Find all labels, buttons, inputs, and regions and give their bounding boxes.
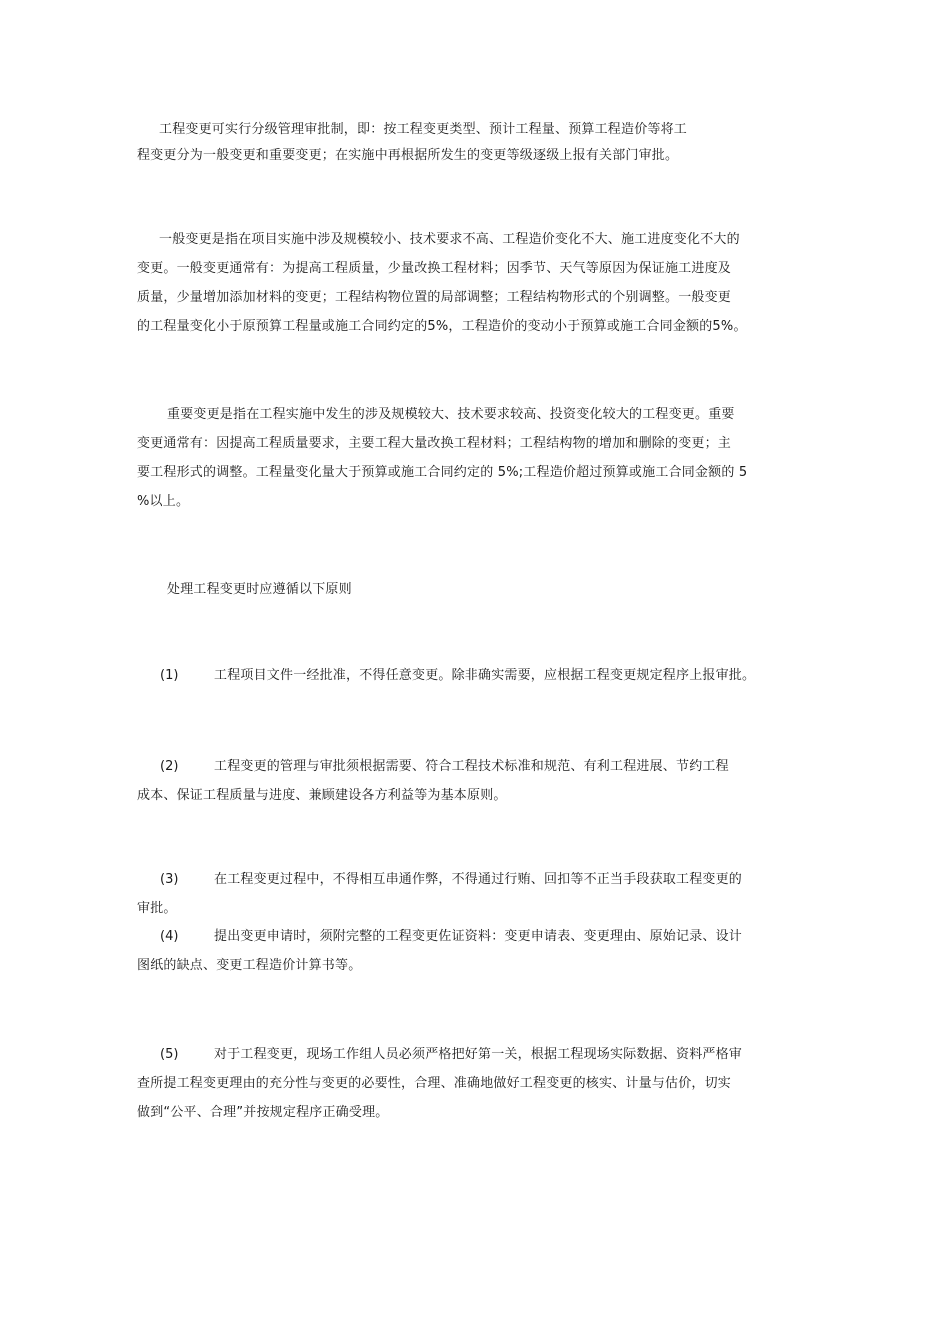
list-item-2-line-2: 成本、保证工程质量与进度、兼顾建设各方利益等为基本原则。 (137, 788, 507, 803)
paragraph-1-line-1: 工程变更可实行分级管理审批制，即：按工程变更类型、预计工程量、预算工程造价等将工 (159, 122, 688, 137)
section-heading: 处理工程变更时应遵循以下原则 (167, 582, 352, 597)
list-item-3-line-2: 审批。 (137, 901, 177, 916)
list-item-number: (4) (160, 929, 179, 944)
list-item-5-line-3: 做到“公平、合理”并按规定程序正确受理。 (137, 1105, 389, 1120)
paragraph-3-line-1: 重要变更是指在工程实施中发生的涉及规模较大、技术要求较高、投资变化较大的工程变更。重要 (167, 407, 735, 422)
list-item-number: (5) (160, 1047, 179, 1062)
paragraph-2-line-3: 质量，少量增加添加材料的变更；工程结构物位置的局部调整；工程结构物形式的个别调整。一般变更 (137, 290, 732, 305)
paragraph-2-line-1: 一般变更是指在项目实施中涉及规模较小、技术要求不高、工程造价变化不大、施工进度变化不大的 (159, 232, 740, 247)
list-item-number: (2) (160, 759, 179, 774)
paragraph-3-line-2: 变更通常有：因提高工程质量要求，主要工程大量改换工程材料；工程结构物的增加和删除的变更；主 (137, 436, 732, 451)
list-item-number: (3) (160, 872, 179, 887)
list-item-number: (1) (160, 668, 179, 683)
paragraph-3-line-3: 要工程形式的调整。工程量变化量大于预算或施工合同约定的 5%;工程造价超过预算或施工合同金额的 5 (137, 465, 748, 480)
list-item-5-line-2: 查所提工程变更理由的充分性与变更的必要性，合理、准确地做好工程变更的核实、计量与估价，切实 (137, 1076, 732, 1091)
paragraph-3-line-4: %以上。 (137, 494, 190, 509)
paragraph-2-line-2: 变更。一般变更通常有：为提高工程质量，少量改换工程材料；因季节、天气等原因为保证施工进度及 (137, 261, 732, 276)
paragraph-1-line-2: 程变更分为一般变更和重要变更；在实施中再根据所发生的变更等级逐级上报有关部门审批。 (137, 148, 679, 163)
list-item-2-line-1: 工程变更的管理与审批须根据需要、符合工程技术标准和规范、有利工程进展、节约工程 (214, 759, 729, 774)
list-item-5-line-1: 对于工程变更，现场工作组人员必须严格把好第一关，根据工程现场实际数据、资料严格审 (214, 1047, 743, 1062)
list-item-3-line-1: 在工程变更过程中，不得相互串通作弊，不得通过行贿、回扣等不正当手段获取工程变更的 (214, 872, 743, 887)
list-item-4-line-1: 提出变更申请时，须附完整的工程变更佐证资料：变更申请表、变更理由、原始记录、设计 (214, 929, 743, 944)
paragraph-2-line-4: 的工程量变化小于原预算工程量或施工合同约定的5%，工程造价的变动小于预算或施工合同金额的5%。 (137, 319, 747, 334)
list-item-1-line-1: 工程项目文件一经批准，不得任意变更。除非确实需要，应根据工程变更规定程序上报审批。 (214, 668, 756, 683)
list-item-4-line-2: 图纸的缺点、变更工程造价计算书等。 (137, 958, 362, 973)
